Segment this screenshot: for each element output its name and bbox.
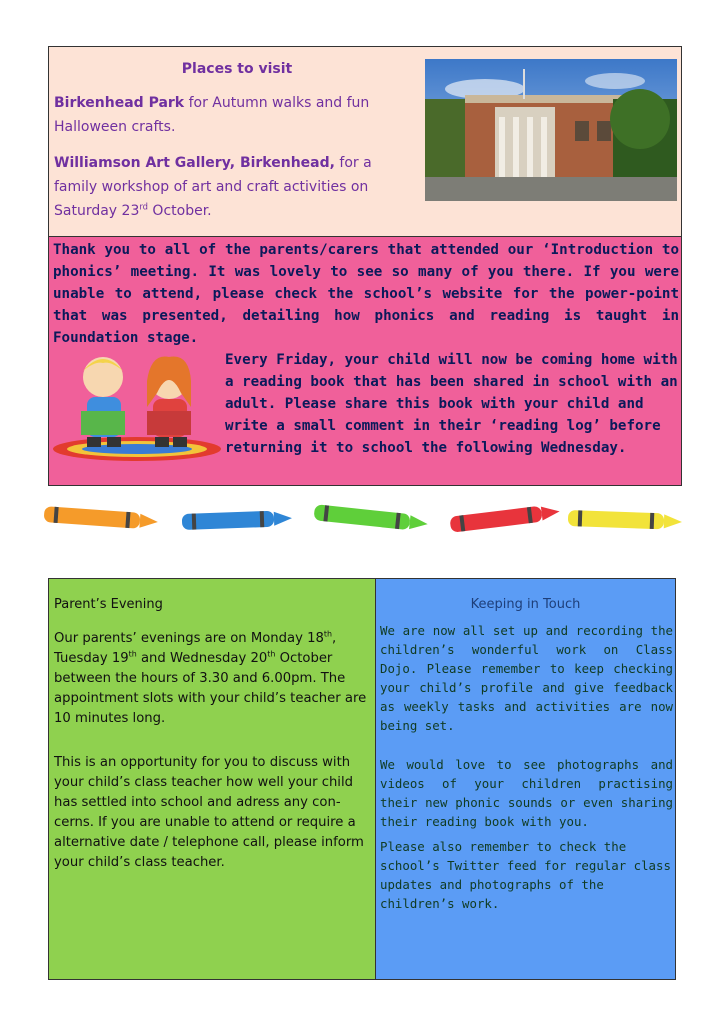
- twitter-text: Please also remember to check the school’s Twitter feed for regular class updates and photographs of the children’s work.: [380, 839, 671, 911]
- pe-sup-2: th: [128, 649, 137, 659]
- places-to-visit-panel: [48, 46, 682, 236]
- children-reading-icon: [51, 353, 223, 463]
- parents-evening-opportunity: This is an opportunity for you to discuss with your child’s class teacher how well your child has settled into school and adress any con-cerns. If you are unable to attend or require a alternative date / telephone call, please inform your child’s class teacher.: [54, 755, 364, 870]
- parents-evening-panel: [49, 579, 376, 979]
- bottom-columns: [48, 578, 676, 980]
- places-title: Places to visit: [181, 61, 293, 77]
- keeping-in-touch-panel: [376, 579, 675, 979]
- pe-text-a: Our parents’ evenings are on Monday 18: [54, 631, 324, 646]
- gallery-text: for a family workshop of art and craft activities on Saturday 23: [54, 155, 372, 219]
- park-paragraph: [54, 91, 414, 139]
- gallery-paragraph: [54, 151, 414, 223]
- gallery-building-photo: [425, 59, 677, 201]
- class-dojo-text: We are now all set up and recording the children’s wonderful work on Class Dojo. Please remember to keep checking your child’s profile and give feedback as weekly tasks and activities are now being set.: [380, 623, 673, 733]
- gallery-name: Williamson Art Gallery, Birkenhead,: [54, 155, 335, 171]
- crayon-body-4: [568, 510, 664, 529]
- park-text: for Autumn walks and fun Halloween crafts.: [54, 95, 370, 135]
- pe-text-d: October between the hours of 3.30 and 6.00pm. The appointment slots with your child’s teacher are 10 minutes long.: [54, 651, 367, 726]
- gallery-end: October.: [147, 203, 212, 219]
- pe-text-b: , Tuesday 19: [54, 631, 337, 666]
- keeping-in-touch-heading: Keeping in Touch: [470, 597, 581, 612]
- phonics-intro-text: Thank you to all of the parents/carers that attended our ‘Introduction to phonics’ meeting. It was lovely to see so many of you there. If you were unable to attend, please check the school’s website for the power-point that was presented, detailing how phonics and reading is taught in Foundation stage.: [53, 242, 679, 346]
- crayon-orange-icon: [40, 504, 162, 536]
- parents-evening-dates: [54, 629, 372, 729]
- pe-text-c: and Wednesday 20: [136, 651, 268, 666]
- park-name: Birkenhead Park: [54, 95, 185, 111]
- pe-sup-1: th: [323, 629, 332, 639]
- gallery-sup: rd: [139, 201, 148, 212]
- reading-book-text: Every Friday, your child will now be coming home with a reading book that has been shared in school with an adult. Please share this book with your child and write a small comment in their ‘reading log’ before returning it to school the following Wednesday.: [225, 352, 678, 456]
- crayon-blue-icon: [178, 506, 296, 538]
- crayon-yellow-icon: [564, 506, 686, 538]
- pe-sup-3: th: [267, 649, 276, 659]
- crayon-red-icon: [446, 502, 564, 538]
- parents-evening-heading: Parent’s Evening: [54, 597, 163, 612]
- photographs-text: We would love to see photographs and videos of your children practising their new phonic sounds or even sharing their reading book with you.: [380, 757, 673, 829]
- crayon-green-icon: [310, 502, 432, 538]
- phonics-panel: [48, 236, 682, 486]
